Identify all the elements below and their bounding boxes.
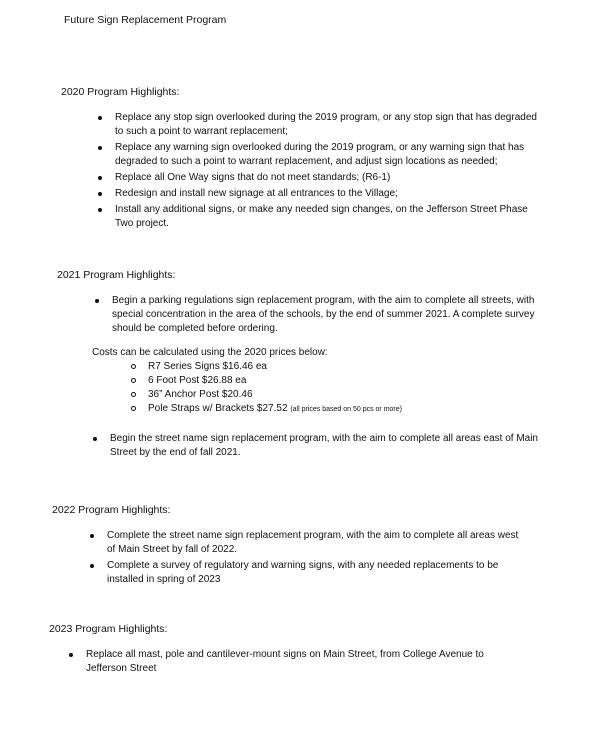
section-2023 — [49, 622, 559, 676]
section-heading: 2023 Program Highlights: — [49, 623, 168, 635]
bullet-icon — [93, 437, 97, 441]
list-item: Begin the street name sign replacement program, with the aim to complete all areas east of Main Street by the end of fall 2021. — [110, 432, 540, 460]
list-item: Replace all mast, pole and cantilever-mount signs on Main Street, from College Avenue to Jefferson Street — [86, 648, 516, 676]
bullet-icon — [90, 564, 94, 568]
price-note: (all prices based on 50 pcs or more) — [290, 406, 402, 413]
section-2020 — [61, 85, 561, 231]
list-item: Pole Straps w/ Brackets $27.52 (all prices based on 50 pcs or more) — [148, 402, 548, 417]
bullet-icon — [98, 176, 102, 180]
list-item: Complete a survey of regulatory and warning signs, with any needed replacements to be installed in spring of 2023 — [107, 559, 527, 587]
costs-intro: Costs can be calculated using the 2020 prices below: — [92, 347, 328, 358]
list-item: Redesign and install new signage at all entrances to the Village; — [115, 187, 545, 201]
list-item: 6 Foot Post $26.88 ea — [148, 374, 548, 388]
list-item: R7 Series Signs $16.46 ea — [148, 360, 548, 374]
section-heading: 2020 Program Highlights: — [61, 86, 180, 98]
bullet-list — [107, 529, 527, 587]
costs-list — [148, 360, 548, 417]
section-2022 — [52, 503, 562, 587]
list-item: Complete the street name sign replacement program, with the aim to complete all areas west of Main Street by fall of 2022. — [107, 529, 527, 557]
circle-bullet-icon — [131, 378, 136, 383]
document-title: Future Sign Replacement Program — [64, 14, 227, 26]
list-item: Replace any warning sign overlooked during the 2019 program, or any warning sign that has degraded to such a point to warrant replacement, and adjust sign locations as needed; — [115, 141, 545, 169]
bullet-list — [112, 294, 542, 336]
bullet-icon — [98, 208, 102, 212]
bullet-list — [86, 648, 516, 676]
section-2021 — [57, 268, 567, 460]
bullet-icon — [98, 146, 102, 150]
bullet-icon — [98, 192, 102, 196]
bullet-icon — [98, 116, 102, 120]
circle-bullet-icon — [131, 406, 136, 411]
circle-bullet-icon — [131, 364, 136, 369]
list-item: Install any additional signs, or make any needed sign changes, on the Jefferson Street Phase Two project. — [115, 203, 545, 231]
bullet-icon — [69, 653, 73, 657]
bullet-icon — [95, 299, 99, 303]
bullet-list — [115, 111, 545, 231]
list-item: Replace any stop sign overlooked during the 2019 program, or any stop sign that has degraded to such a point to warrant replacement; — [115, 111, 545, 139]
bullet-icon — [90, 534, 94, 538]
section-heading: 2022 Program Highlights: — [52, 504, 171, 516]
list-item: 36” Anchor Post $20.46 — [148, 388, 548, 402]
circle-bullet-icon — [131, 392, 136, 397]
list-item: Replace all One Way signs that do not meet standards; (R6-1) — [115, 171, 545, 185]
list-item: Begin a parking regulations sign replacement program, with the aim to complete all streets, with special concentration in the area of the schools, by the end of summer 2021. A complete survey should be completed before ordering. — [112, 294, 542, 336]
section-heading: 2021 Program Highlights: — [57, 269, 176, 281]
bullet-list — [110, 432, 540, 460]
